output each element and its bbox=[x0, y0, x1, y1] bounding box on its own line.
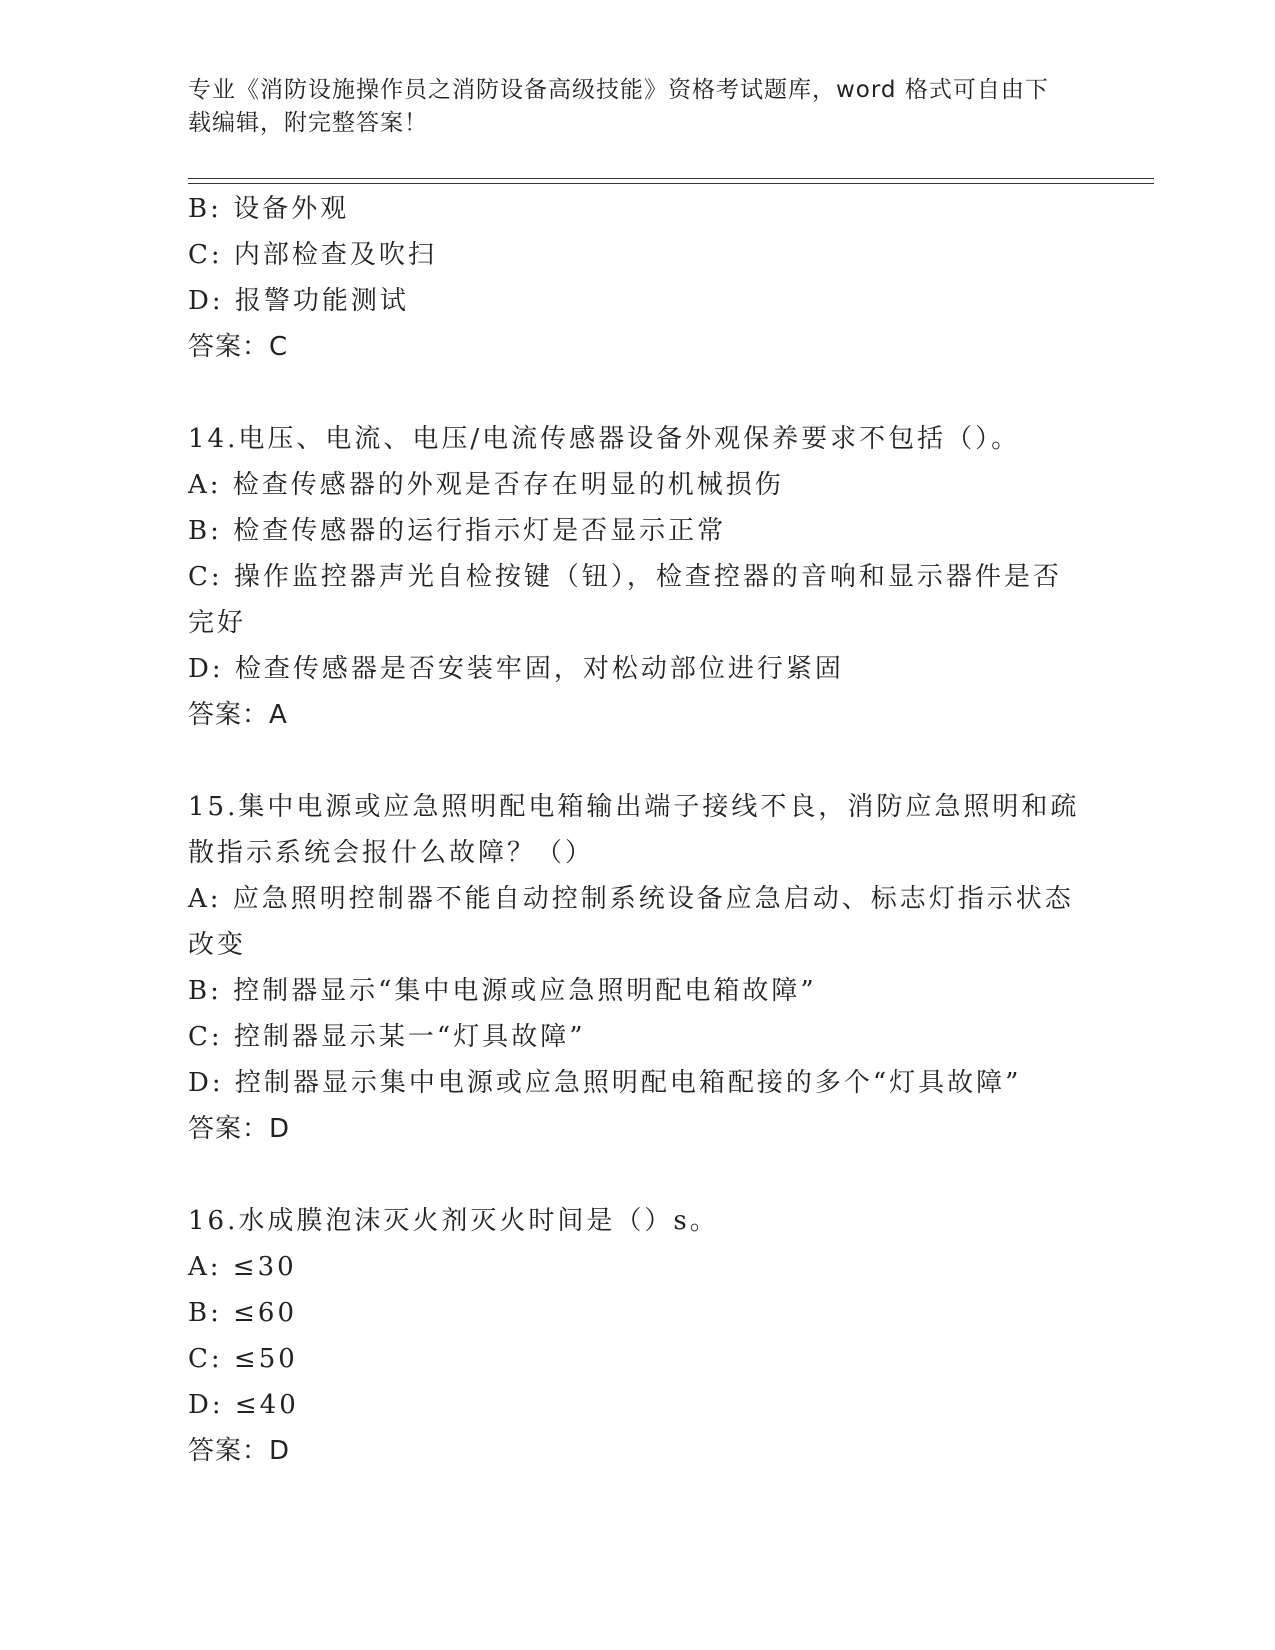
option-d: D: 检查传感器是否安装牢固，对松动部位进行紧固 bbox=[188, 654, 844, 684]
option-c: C: ≤50 bbox=[188, 1344, 298, 1374]
document-header: 专业《消防设施操作员之消防设备高级技能》资格考试题库，word 格式可自由下载编辑，附完整答案！ bbox=[188, 77, 1049, 136]
question-13 bbox=[188, 186, 1088, 370]
header-divider-bottom bbox=[188, 183, 1154, 184]
question-15 bbox=[188, 784, 1088, 1152]
option-b: B: ≤60 bbox=[188, 1298, 297, 1328]
option-a: A: 检查传感器的外观是否存在明显的机械损伤 bbox=[188, 470, 784, 500]
option-c: C: 操作监控器声光自检按键（钮），检查控器的音响和显示器件是否完好 bbox=[188, 562, 1062, 638]
option-a: A: ≤30 bbox=[188, 1252, 297, 1282]
option-b: B: 控制器显示“集中电源或应急照明配电箱故障” bbox=[188, 976, 817, 1006]
option-c: C: 控制器显示某一“灯具故障” bbox=[188, 1022, 586, 1052]
answer: 答案：C bbox=[188, 332, 289, 362]
option-d: D: ≤40 bbox=[188, 1390, 299, 1420]
option-d: D: 报警功能测试 bbox=[188, 286, 409, 316]
question-text: 16.水成膜泡沫灭火剂灭火时间是（）s。 bbox=[188, 1206, 719, 1236]
question-list bbox=[188, 186, 1088, 1474]
question-text: 14.电压、电流、电压/电流传感器设备外观保养要求不包括（）。 bbox=[188, 424, 1021, 454]
spacer bbox=[188, 370, 1088, 416]
question-14 bbox=[188, 416, 1088, 738]
spacer bbox=[188, 1152, 1088, 1198]
option-c: C: 内部检查及吹扫 bbox=[188, 240, 437, 270]
header-divider-top bbox=[188, 178, 1154, 179]
question-text: 15.集中电源或应急照明配电箱输出端子接线不良，消防应急照明和疏散指示系统会报什么故障？（） bbox=[188, 792, 1080, 868]
option-b: B: 检查传感器的运行指示灯是否显示正常 bbox=[188, 516, 727, 546]
spacer bbox=[188, 738, 1088, 784]
option-d: D: 控制器显示集中电源或应急照明配电箱配接的多个“灯具故障” bbox=[188, 1068, 1022, 1098]
question-16 bbox=[188, 1198, 1088, 1474]
option-b: B: 设备外观 bbox=[188, 194, 350, 224]
answer: 答案：D bbox=[188, 1436, 291, 1466]
option-a: A: 应急照明控制器不能自动控制系统设备应急启动、标志灯指示状态改变 bbox=[188, 884, 1074, 960]
answer: 答案：D bbox=[188, 1114, 291, 1144]
answer: 答案：A bbox=[188, 700, 288, 730]
